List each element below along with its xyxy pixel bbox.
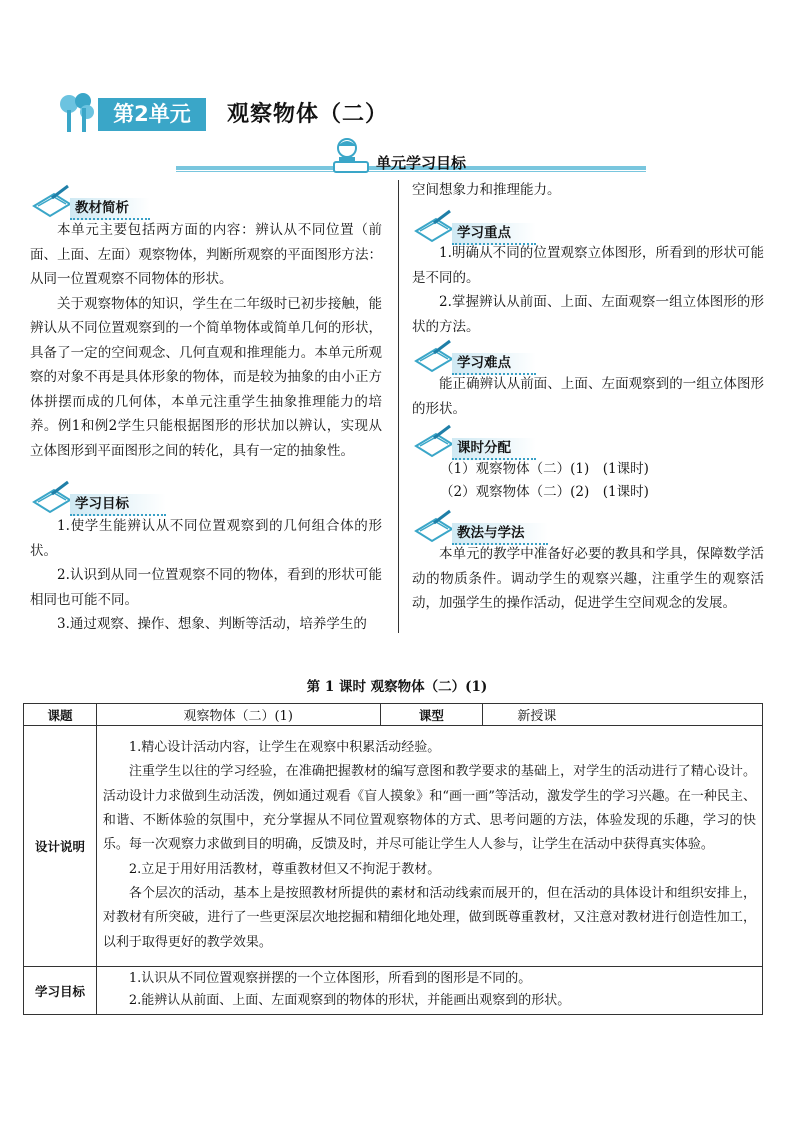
book-pen-icon	[412, 209, 456, 243]
list-item: （2）观察物体（二）(2) (1课时)	[440, 484, 649, 500]
methods-text	[412, 542, 764, 616]
section-title: 学习目标	[75, 496, 129, 512]
paragraph: 本单元主要包括两方面的内容：辨认从不同位置（前面、上面、左面）观察物体，判断所观察的平面图形方法：从同一位置观察不同物体的形状。	[30, 222, 382, 287]
section-title: 教法与学法	[457, 525, 525, 541]
section-title: 学习难点	[457, 355, 511, 371]
paragraph: 空间想象力和推理能力。	[412, 182, 561, 198]
lesson-table	[23, 703, 763, 1015]
paragraph: 2.能辨认从前面、上面、左面观察到的物体的形状，并能画出观察到的形状。	[128, 993, 571, 1008]
paragraph: 1.精心设计活动内容，让学生在观察中积累活动经验。	[128, 740, 441, 756]
tree-icon	[57, 92, 97, 134]
goals-label: 学习目标	[24, 967, 97, 1015]
paragraph: 能正确辨认从前面、上面、左面观察到的一组立体图形的形状。	[412, 376, 764, 417]
section-title: 教材简析	[75, 200, 129, 216]
continuation-text	[412, 178, 764, 203]
paragraph: 3.通过观察、操作、想象、判断等活动，培养学生的	[57, 616, 367, 632]
paragraph: 关于观察物体的知识，学生在二年级时已初步接触，能辨认从不同位置观察到的一个简单物体或简单几何的形状，具备了一定的空间观念、几何直观和推理能力。本单元所观察的对象不再是具体形象的物体，而是较为抽象的由小正方体拼摆而成的几何体，本单元注重学生抽象推理能力的培养。例1和例2学生只能根据图形的形状加以辨认，实现从立体图形到平面图形之间的转化，具有一定的抽象性。	[30, 295, 382, 459]
type-label: 课型	[380, 704, 483, 726]
key-points-text	[412, 241, 764, 339]
table-row	[24, 967, 763, 1015]
table-row	[24, 726, 763, 967]
table-row	[24, 704, 763, 726]
design-content	[96, 726, 762, 967]
paragraph: 各个层次的活动，基本上是按照教材所提供的素材和活动线索而展开的，但在活动的具体设计和组织安排上，对教材有所突破，进行了一些更深层次地挖掘和精细化地处理，做到既尊重教材，又注意对教材进行创造性加工，以利于取得更好的教学效果。	[102, 885, 756, 950]
section-schedule	[412, 432, 536, 458]
topic-value: 观察物体（二）(1)	[96, 704, 380, 726]
book-pen-icon	[412, 509, 456, 543]
section-objectives	[30, 488, 166, 514]
design-label: 设计说明	[24, 726, 97, 967]
paragraph: 1.使学生能辨认从不同位置观察到的几何组合体的形状。	[30, 518, 382, 559]
unit-title: 观察物体（二）	[227, 102, 389, 127]
unit-badge: 第2单元	[98, 98, 206, 131]
section-analysis	[30, 192, 150, 218]
section-key-points	[412, 217, 536, 243]
paragraph: 2.立足于用好用活教材，尊重教材但又不拘泥于教材。	[128, 861, 441, 877]
student-reading-icon	[330, 136, 372, 176]
paragraph: 注重学生以往的学习经验，在准确把握教材的编写意图和教学要求的基础上，对学生的活动进行了精心设计。活动设计力求做到生动活泼，例如通过观看《盲人摸象》和“画一画”等活动，激发学生的学习兴趣。在一种民主、和谐、不断体验的氛围中，充分掌握从不同位置观察物体的方式、思考问题的方法，体验发现的乐趣，学习的快乐。每一次观察力求做到目的明确，反馈及时，并尽可能让学生人人参与，让学生在活动中获得真实体验。	[102, 764, 756, 853]
paragraph: 1.认识从不同位置观察拼摆的一个立体图形，所看到的图形是不同的。	[128, 971, 532, 986]
paragraph: 1.明确从不同的位置观察立体图形，所看到的形状可能是不同的。	[412, 245, 764, 286]
goals-content	[96, 967, 762, 1015]
objectives-text	[30, 514, 382, 637]
lesson-title: 第 1 课时 观察物体（二）(1)	[306, 679, 488, 695]
difficulties-text	[412, 372, 764, 421]
section-title: 学习重点	[457, 225, 511, 241]
list-item: （1）观察物体（二）(1) (1课时)	[440, 461, 649, 477]
type-value: 新授课	[483, 704, 763, 726]
topic-label: 课题	[24, 704, 97, 726]
paragraph: 2.掌握辨认从前面、上面、左面观察一组立体图形的形状的方法。	[412, 294, 764, 335]
book-pen-icon	[30, 184, 74, 218]
analysis-text	[30, 218, 382, 463]
section-title: 课时分配	[457, 440, 511, 456]
section-methods	[412, 517, 548, 543]
book-pen-icon	[412, 339, 456, 373]
section-difficulties	[412, 347, 536, 373]
section-title-unit-goals: 单元学习目标	[376, 154, 467, 172]
schedule-list	[440, 458, 760, 504]
book-pen-icon	[412, 424, 456, 458]
column-divider	[398, 180, 399, 633]
book-pen-icon	[30, 480, 74, 514]
paragraph: 本单元的教学中准备好必要的教具和学具，保障数学活动的物质条件。调动学生的观察兴趣，注重学生的观察活动，加强学生的操作活动，促进学生空间观念的发展。	[412, 546, 764, 611]
paragraph: 2.认识到从同一位置观察不同的物体，看到的形状可能相同也可能不同。	[30, 567, 382, 608]
